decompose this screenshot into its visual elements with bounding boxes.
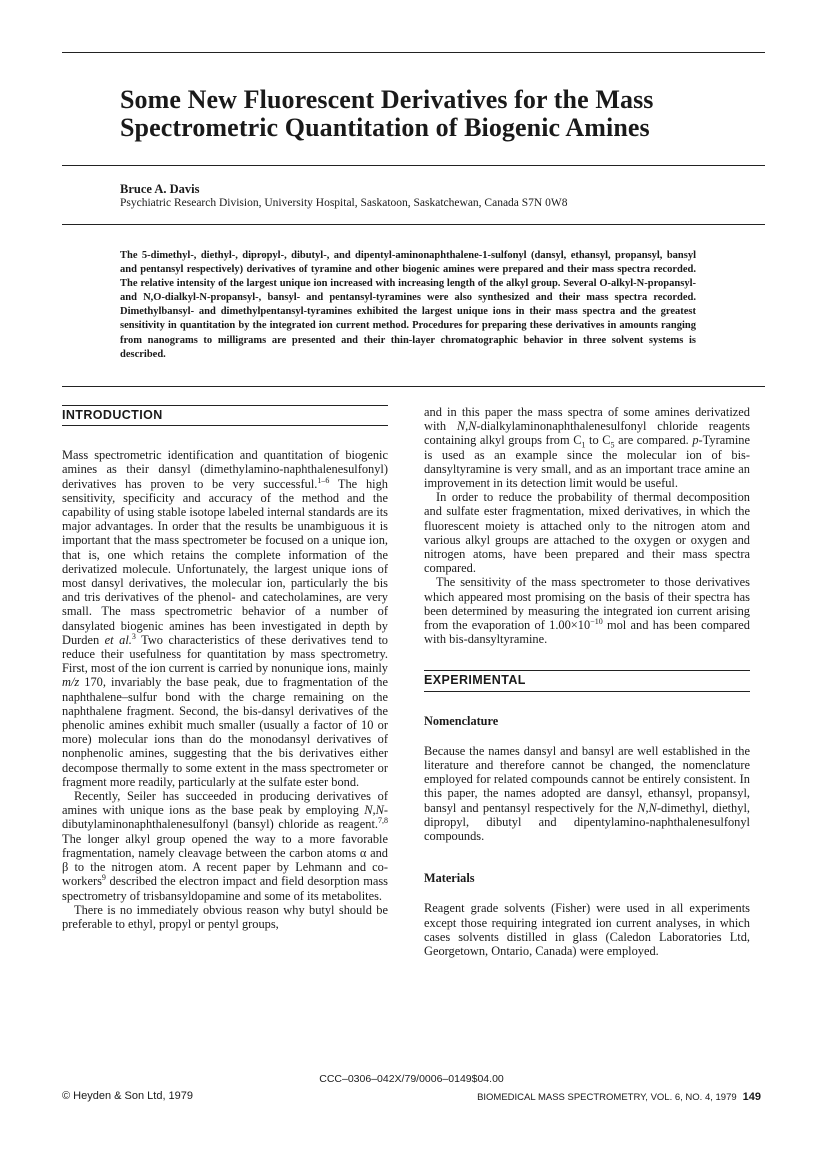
nomenclature-paragraph: Because the names dansyl and bansyl are well established in the literature and therefore cannot be changed, the nomenclature employed for related compounds cannot be entirely consistent. In this paper, the names adopted are dansyl, ethansyl, propansyl, bansyl and pentansyl respectively for the N,N-dimethyl, diethyl, dipropyl, dibutyl and dipentylamino-naphthalenesulfonyl compounds. xyxy=(424,743,750,844)
abstract-rule xyxy=(62,386,765,387)
introduction-heading: INTRODUCTION xyxy=(62,405,388,426)
author-name: Bruce A. Davis xyxy=(120,182,200,196)
right-column xyxy=(424,405,750,958)
article-code: CCC–0306–042X/79/0006–0149$04.00 xyxy=(319,1073,504,1085)
top-rule xyxy=(62,52,765,53)
intro-paragraph-1: Mass spectrometric identification and quantitation of biogenic amines as their dansyl (dimethylamino-naphthalenesulfonyl) derivatives has proven to be very successful.$^{1-6}$ The high sensitivity, specificity and accuracy of the method and the capability of using stable isotope labeled internal standards are its major advantages. In order that the results be unambiguous it is important that the mass spectrometer be focused on a unique ion, that is, one which retains the complete information of the derivatized molecule. Unfortunately, the largest unique ions of most dansyl derivatives, the molecular ion, particularly the bis and tris derivatives of the phenol- and catecholamines, are very small. The mass spectrometric behavior of a number of dansylated biogenic amines has been investigated in depth by Durden et al.$^3$ Two characteristics of these derivatives tend to reduce their usefulness for quantitation by mass spectrometry. First, most of the ion current is carried by nonunique ions, mainly m/z 170, invariably the base peak, due to fragmentation of the naphthalene–sulfur bond with the charge remaining on the naphthalene fragment. Second, the bis-dansyl derivatives of the phenolic amines exhibit much smaller (usually a factor of 10 or more) molecular ions than do the monodansyl derivatives of nonphenolic amines, suggesting that the bis derivatives either decompose thermally to some extent in the mass spectrometer or fragment more readily, particularly at the sulfate ester bond. xyxy=(62,448,388,789)
journal-citation: BIOMEDICAL MASS SPECTROMETRY, VOL. 6, NO. 4, 1979 xyxy=(477,1092,737,1103)
intro-paragraph-4: and in this paper the mass spectra of some amines derivatized with N,N-dialkylaminonaphthalenesulfonyl chloride reagents containing alkyl groups from $C_1$ to $C_5$ are compared. p-Tyramine is used as an example since the molecular ion of bis-dansyltyramine is very small, and as an important trace amine an improvement in its detection limit would be useful. xyxy=(424,405,750,491)
title-rule xyxy=(62,165,765,166)
page-number: 149 xyxy=(742,1091,761,1103)
intro-paragraph-3: There is no immediately obvious reason why butyl should be preferable to ethyl, propyl or pentyl groups, xyxy=(62,902,388,931)
experimental-heading: EXPERIMENTAL xyxy=(424,670,750,691)
intro-paragraph-2: Recently, Seiler has succeeded in producing derivatives of amines with unique ions as the base peak by employing N,N-dibutylaminonaphthalenesulfonyl (bansyl) chloride as reagent.$^{7,8}$ The longer alkyl group opened the way to a more favorable fragmentation, namely cleavage between the carbon atoms α and β to the nitrogen atom. A recent paper by Lehmann and co-workers$^9$ described the electron impact and field desorption mass spectrometry of trisbansyldopamine and some of its metabolites. xyxy=(62,789,388,903)
materials-heading: Materials xyxy=(424,871,475,886)
left-column xyxy=(62,405,388,931)
abstract xyxy=(120,249,696,362)
abstract-text: The 5-dimethyl-, diethyl-, dipropyl-, dibutyl-, and dipentyl-aminonaphthalene-1-sulfonyl (dansyl, ethansyl, propansyl, bansyl and pentansyl respectively) derivatives of tyramine and other biogenic amines were prepared and their mass spectra recorded. The relative intensity of the largest unique ion increased with increasing length of the alkyl group. Several O-alkyl-N-propansyl- and N,O-dialkyl-N-propansyl-, bansyl- and pentansyl-tyramines were also synthesized and their mass spectra recorded. Dimethylbansyl- and dimethylpentansyl-tyramines exhibited the largest unique ions in their mass spectra and the greatest sensitivity in quantitation by the integrated ion current method. Procedures for preparing these derivatives in amounts ranging from nanograms to milligrams are presented and their thin-layer chromatographic behavior in three solvent systems is described. xyxy=(120,250,696,360)
author-affiliation: Psychiatric Research Division, University Hospital, Saskatoon, Saskatchewan, Canada S7N 0W8 xyxy=(120,197,568,209)
nomenclature-heading: Nomenclature xyxy=(424,713,499,728)
intro-paragraph-5: In order to reduce the probability of thermal decomposition and sulfate ester fragmentation, mixed derivatives, in which the fluorescent moiety is attached only to the nitrogen atom and various alkyl groups are attached to the oxygen or oxygen and nitrogen atoms, have been prepared and their mass spectra compared. xyxy=(424,490,750,576)
copyright-notice: © Heyden & Son Ltd, 1979 xyxy=(62,1090,194,1102)
intro-paragraph-6: The sensitivity of the mass spectrometer to those derivatives which appeared most promising on the basis of their spectra has been determined by measuring the integrated ion current arising from the evaporation of $1.00\times 10^{-10}$ mol and has been compared with bis-dansyltyramine. xyxy=(424,575,750,647)
journal-footer xyxy=(477,1091,761,1103)
materials-paragraph: Reagent grade solvents (Fisher) were used in all experiments except those requiring integrated ion current analyses, in which cases solvents distilled in glass (Caledon Laboratories Ltd, Georgetown, Ontario, Canada) were employed. xyxy=(424,901,750,959)
article-title: Some New Fluorescent Derivatives for the Mass Spectrometric Quantitation of Biogenic Amines xyxy=(120,85,654,142)
byline-rule xyxy=(62,224,765,225)
